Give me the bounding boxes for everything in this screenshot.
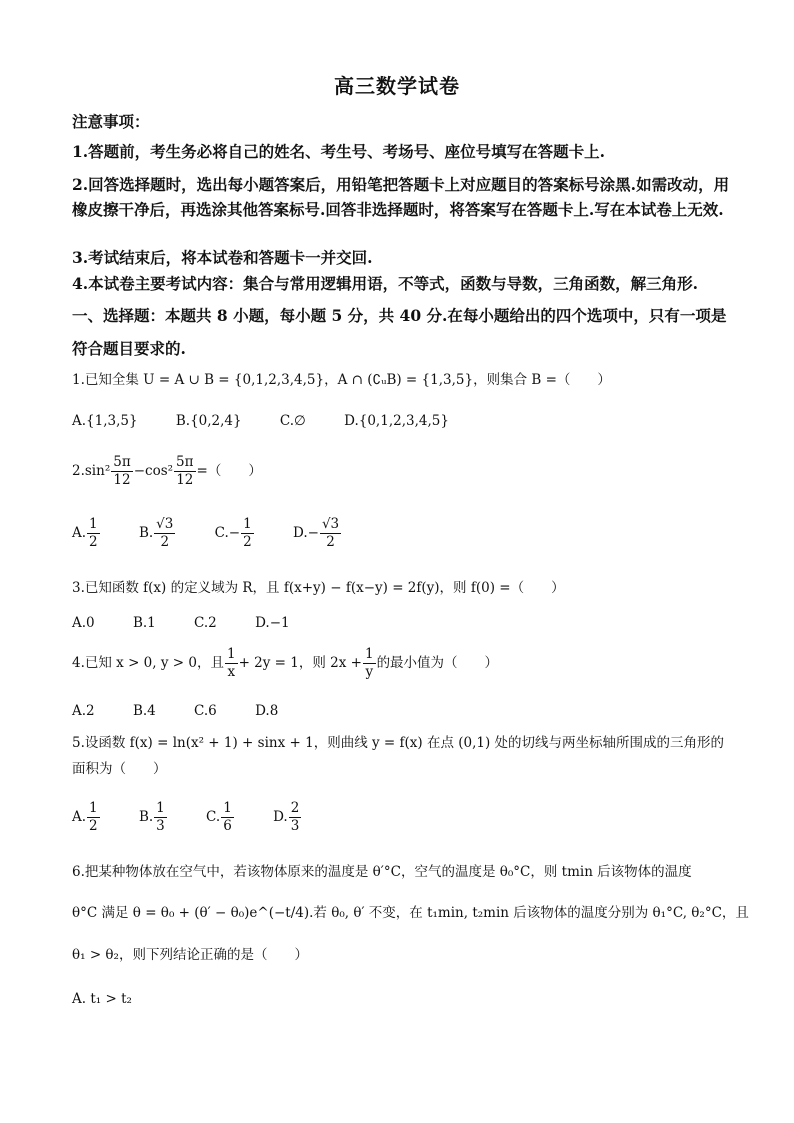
note-item-2: 2.回答选择题时，选出每小题答案后，用铅笔把答题卡上对应题目的答案标号涂黑.如需改动，用橡皮擦干净后，再选涂其他答案标号.回答非选择题时，将答案写在答题卡上.写在本试卷上无效. [72, 175, 730, 220]
note-item-3: 3.考试结束后，将本试卷和答题卡一并交回. [72, 248, 373, 267]
option-c: C.− $\frac{1}{2}$ [214, 516, 252, 550]
option-b: B.{0,2,4} [175, 412, 242, 429]
question-6-cont [72, 903, 749, 923]
q2-mid: −cos² [133, 462, 174, 479]
question-5 [72, 733, 732, 780]
question-2-options [72, 516, 376, 551]
option-b: B.1 [132, 614, 156, 631]
option-c: C.∅ [279, 412, 306, 429]
option-d: D. $\frac{2}{3}$ [273, 800, 300, 834]
option-d: D.8 [255, 702, 279, 719]
option-b: B. $\frac{√3}{2}$ [138, 516, 174, 550]
q4-part-3: 的最小值为（ ） [376, 654, 499, 671]
question-6-options [72, 990, 166, 1007]
q2-fraction-2: $\frac{5\pi}{12}$ [176, 454, 194, 488]
note-item-1: 1.答题前，考生务必将自己的姓名、考生号、考场号、座位号填写在答题卡上. [72, 142, 606, 161]
q2-prefix: 2.sin² [72, 462, 111, 479]
question-5-stem-2: 面积为（ ） [72, 761, 167, 778]
option-a: A.2 [72, 702, 95, 719]
notes-heading: 注意事项： [72, 112, 150, 131]
option-a: A. t₁ > t₂ [72, 990, 132, 1007]
question-2 [72, 454, 732, 489]
option-c: C. $\frac{1}{6}$ [206, 800, 232, 834]
question-6-cont-2 [72, 945, 732, 965]
option-d: D.−1 [255, 614, 290, 631]
question-1-stem: 1.已知全集 U = A ∪ B = {0,1,2,3,4,5}，A ∩ (∁ᵤB) = {1,3,5}，则集合 B =（ ） [72, 372, 611, 388]
question-3 [72, 578, 732, 598]
option-b: B. $\frac{1}{3}$ [138, 800, 165, 834]
question-1 [72, 370, 732, 390]
question-1-options [72, 412, 483, 429]
option-c: C.2 [194, 614, 217, 631]
question-5-stem: 5.设函数 f(x) = ln(x² + 1) + sinx + 1，则曲线 y = f(x) 在点 (0,1) 处的切线与两坐标轴所围成的三角形的 [72, 735, 725, 751]
option-c: C.6 [194, 702, 217, 719]
question-3-options [72, 614, 324, 631]
q4-fraction-1: $\frac{1}{x}$ [226, 646, 236, 680]
option-b: B.4 [132, 702, 156, 719]
page-title: 高三数学试卷 [334, 74, 460, 98]
question-4 [72, 646, 732, 681]
option-d: D.− $\frac{√3}{2}$ [293, 516, 340, 550]
question-5-options [72, 800, 336, 835]
option-a: A.0 [72, 614, 95, 631]
option-a: A. $\frac{1}{2}$ [72, 800, 98, 834]
question-4-options [72, 702, 312, 719]
section-heading: 一、选择题：本题共 8 小题，每小题 5 分，共 40 分.在每小题给出的四个选项中，只有一项是符合题目要求的. [72, 306, 727, 358]
q4-fraction-2: $\frac{1}{y}$ [364, 646, 374, 680]
question-6 [72, 862, 732, 882]
option-d: D.{0,1,2,3,4,5} [344, 412, 449, 429]
question-6-line-3: θ₁ > θ₂，则下列结论正确的是（ ） [72, 947, 308, 963]
q2-fraction-1: $\frac{5\pi}{12}$ [113, 454, 131, 488]
q2-suffix: =（ ） [196, 462, 262, 479]
q4-part-1: 4.已知 x > 0, y > 0，且 [72, 654, 224, 671]
question-6-line-1: 6.把某种物体放在空气中，若该物体原来的温度是 θ′°C，空气的温度是 θ₀°C，则 tmin 后该物体的温度 [72, 864, 692, 880]
note-item-4: 4.本试卷主要考试内容：集合与常用逻辑用语，不等式，函数与导数，三角函数，解三角形. [72, 274, 699, 293]
option-a: A.{1,3,5} [72, 412, 138, 429]
q4-part-2: + 2y = 1，则 2x + [238, 654, 362, 671]
question-6-line-2: θ°C 满足 θ = θ₀ + (θ′ − θ₀)e^(−t/4).若 θ₀, θ′ 不变，在 t₁min, t₂min 后该物体的温度分别为 θ₁°C, θ₂°C，且 [72, 905, 749, 921]
question-3-stem: 3.已知函数 f(x) 的定义域为 R，且 f(x+y) − f(x−y) = 2f(y)，则 f(0) =（ ） [72, 580, 565, 596]
option-a: A. $\frac{1}{2}$ [72, 516, 98, 550]
